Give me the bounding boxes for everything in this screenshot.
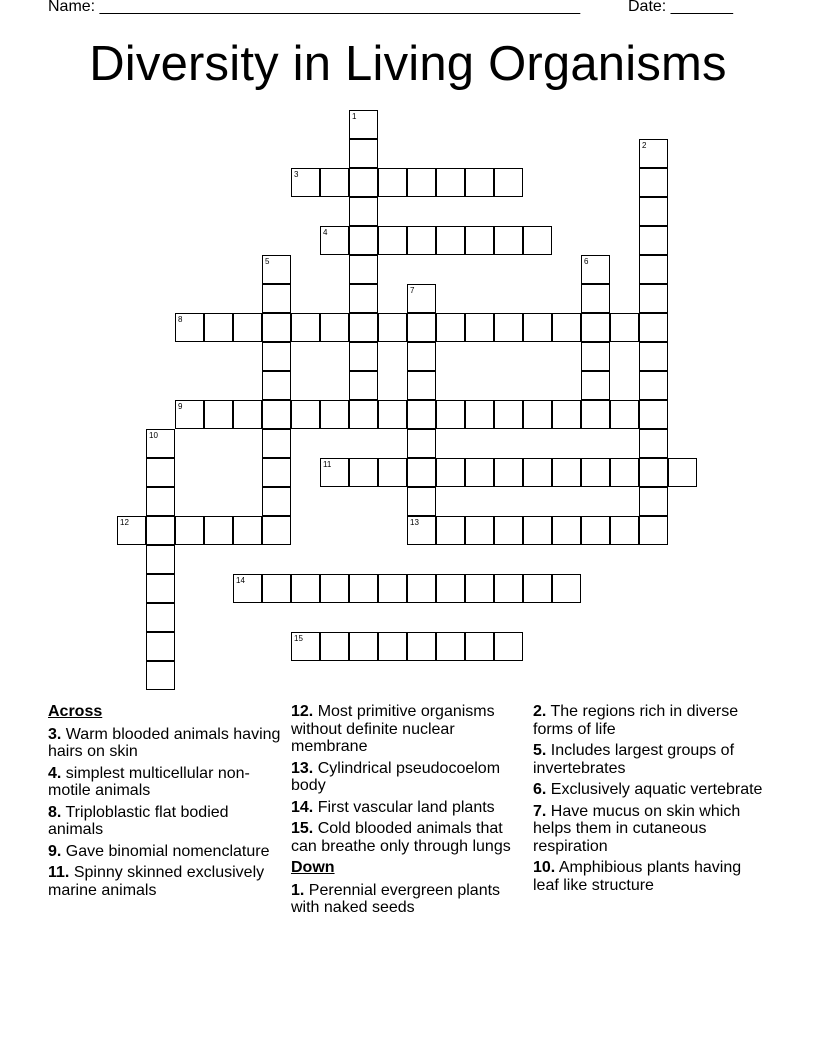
grid-cell[interactable] [378, 226, 407, 255]
grid-cell[interactable] [407, 342, 436, 371]
grid-cell[interactable] [407, 487, 436, 516]
grid-cell[interactable] [407, 632, 436, 661]
clue-number: 8 [178, 315, 183, 324]
clue-across-12: 12. Most primitive organisms without definite nuclear membrane [291, 703, 495, 755]
grid-cell[interactable] [262, 313, 291, 342]
clue-number: 10 [149, 431, 158, 440]
page-title: Diversity in Living Organisms [89, 37, 727, 91]
grid-cell[interactable] [494, 226, 523, 255]
grid-cell[interactable] [146, 661, 175, 690]
grid-cell[interactable] [262, 574, 291, 603]
grid-cell[interactable] [262, 284, 291, 313]
grid-cell[interactable] [349, 342, 378, 371]
grid-cell[interactable] [349, 284, 378, 313]
grid-cell[interactable] [552, 516, 581, 545]
grid-cell[interactable] [465, 226, 494, 255]
grid-cell[interactable] [523, 313, 552, 342]
grid-cell[interactable] [146, 429, 175, 458]
grid-cell[interactable] [523, 400, 552, 429]
grid-cell[interactable] [668, 458, 697, 487]
grid-cell[interactable] [262, 371, 291, 400]
grid-cell[interactable] [378, 574, 407, 603]
clue-down-10: 10. Amphibious plants having leaf like structure [533, 859, 742, 894]
grid-cell[interactable] [436, 168, 465, 197]
grid-cell[interactable] [262, 458, 291, 487]
grid-cell[interactable] [146, 458, 175, 487]
grid-cell[interactable] [233, 400, 262, 429]
grid-cell[interactable] [320, 168, 349, 197]
grid-cell[interactable] [639, 342, 668, 371]
grid-cell[interactable] [581, 371, 610, 400]
clue-number: 12 [120, 518, 129, 527]
grid-cell[interactable] [262, 255, 291, 284]
clue-number: 2 [642, 141, 647, 150]
clue-number: 9 [178, 402, 183, 411]
clue-number: 14 [236, 576, 245, 585]
grid-cell[interactable] [349, 313, 378, 342]
grid-cell[interactable] [262, 400, 291, 429]
grid-cell[interactable] [523, 226, 552, 255]
grid-cell[interactable] [146, 574, 175, 603]
grid-cell[interactable] [639, 400, 668, 429]
grid-cell[interactable] [349, 632, 378, 661]
clue-across-13: 13. Cylindrical pseudocoelom body [291, 759, 501, 794]
grid-cell[interactable] [639, 429, 668, 458]
grid-cell[interactable] [320, 400, 349, 429]
clue-down-1: 1. Perennial evergreen plants with naked seeds [291, 881, 501, 916]
grid-cell[interactable] [639, 371, 668, 400]
grid-cell[interactable] [581, 458, 610, 487]
grid-cell[interactable] [349, 371, 378, 400]
clue-across-4: 4. simplest multicellular non-motile animals [48, 764, 250, 799]
grid-cell[interactable] [639, 516, 668, 545]
clue-number: 15 [294, 634, 303, 643]
clue-across-9: 9. Gave binomial nomenclature [48, 842, 270, 860]
clue-column-1 [48, 703, 284, 903]
grid-cell[interactable] [262, 516, 291, 545]
grid-cell[interactable] [494, 574, 523, 603]
grid-cell[interactable] [436, 226, 465, 255]
grid-cell[interactable] [146, 545, 175, 574]
grid-cell[interactable] [436, 574, 465, 603]
grid-cell[interactable] [262, 487, 291, 516]
grid-cell[interactable] [349, 400, 378, 429]
grid-cell[interactable] [494, 516, 523, 545]
grid-cell[interactable] [407, 516, 436, 545]
clue-down-2: 2. The regions rich in diverse forms of life [533, 703, 739, 738]
clue-column-2 [291, 703, 527, 921]
grid-cell[interactable] [407, 429, 436, 458]
down-heading: Down [291, 859, 335, 876]
grid-cell[interactable] [639, 284, 668, 313]
grid-cell[interactable] [117, 516, 146, 545]
grid-cell[interactable] [465, 458, 494, 487]
clue-number: 11 [323, 460, 332, 469]
grid-cell[interactable] [639, 255, 668, 284]
grid-cell[interactable] [204, 400, 233, 429]
grid-cell[interactable] [407, 400, 436, 429]
grid-cell[interactable] [465, 574, 494, 603]
grid-cell[interactable] [494, 458, 523, 487]
name-field[interactable]: Name: ______________________________________________________ [48, 0, 581, 15]
grid-cell[interactable] [465, 168, 494, 197]
grid-cell[interactable] [610, 400, 639, 429]
clue-number: 5 [265, 257, 270, 266]
clue-number: 1 [352, 112, 357, 121]
grid-cell[interactable] [639, 226, 668, 255]
grid-cell[interactable] [494, 400, 523, 429]
grid-cell[interactable] [407, 284, 436, 313]
grid-cell[interactable] [349, 110, 378, 139]
grid-cell[interactable] [378, 458, 407, 487]
clue-column-3 [533, 703, 769, 898]
grid-cell[interactable] [639, 313, 668, 342]
clue-across-14: 14. First vascular land plants [291, 798, 495, 816]
grid-cell[interactable] [291, 168, 320, 197]
clue-across-11: 11. Spinny skinned exclusively marine animals [48, 864, 265, 899]
clue-across-15: 15. Cold blooded animals that can breathe only through lungs [291, 820, 511, 855]
grid-cell[interactable] [349, 139, 378, 168]
grid-cell[interactable] [407, 168, 436, 197]
grid-cell[interactable] [291, 313, 320, 342]
grid-cell[interactable] [494, 168, 523, 197]
grid-cell[interactable] [407, 226, 436, 255]
grid-cell[interactable] [436, 313, 465, 342]
grid-cell[interactable] [581, 400, 610, 429]
grid-cell[interactable] [581, 342, 610, 371]
grid-cell[interactable] [146, 632, 175, 661]
grid-cell[interactable] [291, 632, 320, 661]
grid-cell[interactable] [436, 516, 465, 545]
grid-cell[interactable] [639, 139, 668, 168]
grid-cell[interactable] [349, 168, 378, 197]
grid-cell[interactable] [552, 313, 581, 342]
grid-cell[interactable] [233, 516, 262, 545]
grid-cell[interactable] [581, 284, 610, 313]
grid-cell[interactable] [523, 574, 552, 603]
grid-cell[interactable] [639, 168, 668, 197]
clue-number: 3 [294, 170, 299, 179]
grid-cell[interactable] [436, 632, 465, 661]
grid-cell[interactable] [146, 516, 175, 545]
grid-cell[interactable] [465, 516, 494, 545]
grid-cell[interactable] [465, 400, 494, 429]
date-field[interactable]: Date: _______ [628, 0, 733, 15]
grid-cell[interactable] [204, 516, 233, 545]
grid-cell[interactable] [494, 313, 523, 342]
grid-cell[interactable] [204, 313, 233, 342]
clue-number: 13 [410, 518, 419, 527]
grid-cell[interactable] [378, 168, 407, 197]
grid-cell[interactable] [349, 226, 378, 255]
grid-cell[interactable] [175, 313, 204, 342]
grid-cell[interactable] [175, 516, 204, 545]
grid-cell[interactable] [581, 255, 610, 284]
grid-cell[interactable] [465, 313, 494, 342]
grid-cell[interactable] [349, 197, 378, 226]
grid-cell[interactable] [407, 371, 436, 400]
grid-cell[interactable] [610, 313, 639, 342]
grid-cell[interactable] [349, 255, 378, 284]
grid-cell[interactable] [175, 400, 204, 429]
grid-cell[interactable] [639, 197, 668, 226]
grid-cell[interactable] [552, 458, 581, 487]
across-heading: Across [48, 703, 103, 720]
clue-number: 4 [323, 228, 328, 237]
grid-cell[interactable] [233, 574, 262, 603]
grid-cell[interactable] [291, 400, 320, 429]
grid-cell[interactable] [523, 458, 552, 487]
grid-cell[interactable] [320, 458, 349, 487]
grid-cell[interactable] [146, 487, 175, 516]
clue-number: 7 [410, 286, 415, 295]
grid-cell[interactable] [349, 458, 378, 487]
grid-cell[interactable] [436, 400, 465, 429]
grid-cell[interactable] [407, 458, 436, 487]
grid-cell[interactable] [639, 487, 668, 516]
grid-cell[interactable] [320, 574, 349, 603]
grid-cell[interactable] [436, 458, 465, 487]
grid-cell[interactable] [465, 632, 494, 661]
grid-cell[interactable] [581, 516, 610, 545]
grid-cell[interactable] [407, 313, 436, 342]
grid-cell[interactable] [639, 458, 668, 487]
clue-down-5: 5. Includes largest groups of invertebrates [533, 742, 735, 777]
grid-cell[interactable] [494, 632, 523, 661]
grid-cell[interactable] [262, 342, 291, 371]
grid-cell[interactable] [552, 400, 581, 429]
clue-down-7: 7. Have mucus on skin which helps them in cutaneous respiration [533, 802, 741, 855]
clue-across-8: 8. Triploblastic flat bodied animals [48, 803, 229, 838]
grid-cell[interactable] [407, 574, 436, 603]
grid-cell[interactable] [320, 226, 349, 255]
grid-cell[interactable] [581, 313, 610, 342]
grid-cell[interactable] [378, 313, 407, 342]
grid-cell[interactable] [233, 313, 262, 342]
clue-down-6: 6. Exclusively aquatic vertebrate [533, 781, 763, 798]
grid-cell[interactable] [610, 458, 639, 487]
grid-cell[interactable] [552, 574, 581, 603]
grid-cell[interactable] [349, 574, 378, 603]
grid-cell[interactable] [320, 632, 349, 661]
grid-cell[interactable] [262, 429, 291, 458]
grid-cell[interactable] [320, 313, 349, 342]
grid-cell[interactable] [378, 632, 407, 661]
grid-cell[interactable] [610, 516, 639, 545]
grid-cell[interactable] [146, 603, 175, 632]
clue-across-3: 3. Warm blooded animals having hairs on skin [48, 725, 281, 760]
grid-cell[interactable] [523, 516, 552, 545]
grid-cell[interactable] [291, 574, 320, 603]
grid-cell[interactable] [378, 400, 407, 429]
clue-number: 6 [584, 257, 589, 266]
